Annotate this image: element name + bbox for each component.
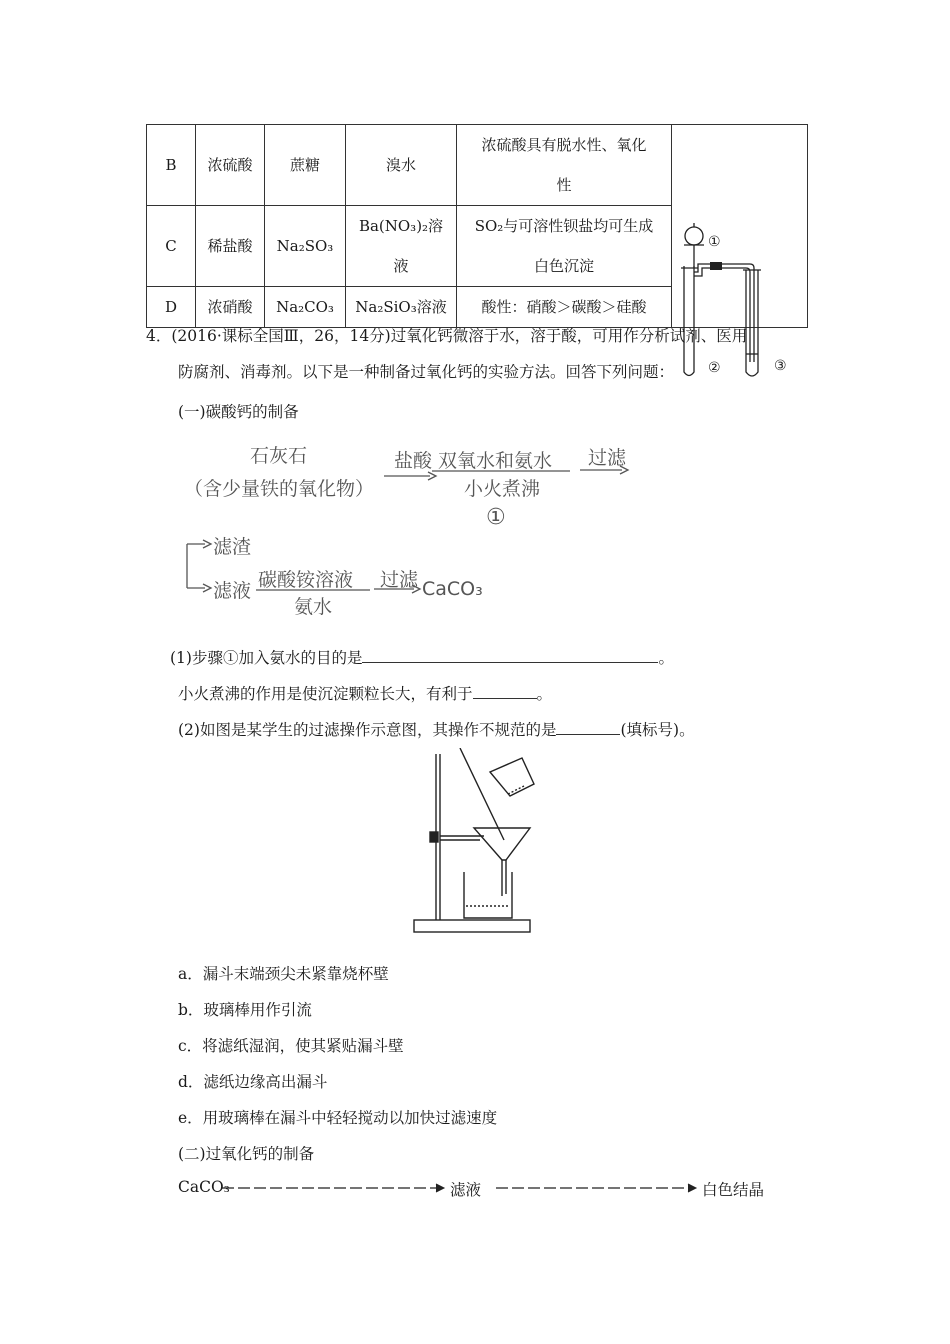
flow-arrow4-label: 过滤	[380, 569, 419, 591]
acid-cell: 稀盐酸	[196, 206, 265, 287]
filtration-diagram	[410, 748, 536, 938]
flow-arrow3-bottom: 氨水	[294, 596, 333, 618]
conclusion-cell	[457, 206, 672, 287]
question-intro-line: 4．(2016·课标全国Ⅲ，26，14分)过氧化钙微溶于水，溶于酸，可用作分析试剂、医用	[146, 327, 748, 345]
flow-product: CaCO₃	[422, 578, 483, 600]
option-e[interactable]: e．用玻璃棒在漏斗中轻轻搅动以加快过滤速度	[178, 1109, 498, 1127]
conclusion-line: 白色沉淀	[533, 257, 594, 275]
part2-end: 白色结晶	[702, 1181, 765, 1199]
answer-blank[interactable]	[556, 720, 620, 735]
answer-blank[interactable]	[473, 684, 537, 699]
part2-arrow1	[222, 1181, 446, 1195]
gas-apparatus-diagram	[672, 222, 802, 382]
flow-step-mark: ①	[486, 505, 506, 530]
option-d[interactable]: d．滤纸边缘高出漏斗	[178, 1073, 328, 1091]
flow-arrow3-top: 碳酸铵溶液	[258, 569, 354, 591]
conclusion-line: 性	[556, 176, 572, 194]
flow-branch-lines	[183, 532, 217, 596]
option-b[interactable]: b．玻璃棒用作引流	[178, 1001, 312, 1019]
reagent-cell	[346, 206, 457, 287]
flow-arrow1	[384, 470, 438, 482]
reagent-cell: Na₂SiO₃溶液	[346, 287, 457, 328]
option-c[interactable]: c．将滤纸湿润，使其紧贴漏斗壁	[178, 1037, 404, 1055]
flow-step-top: 双氧水和氨水	[438, 450, 553, 472]
flow-branch-filtrate: 滤液	[213, 580, 252, 602]
table-row	[147, 125, 808, 206]
flow-arrow1-label: 盐酸	[394, 450, 433, 472]
acid-cell: 浓硝酸	[196, 287, 265, 328]
solid-cell: Na₂CO₃	[265, 287, 346, 328]
part2-title: (二)过氧化钙的制备	[178, 1145, 315, 1163]
label-one: ①	[708, 234, 721, 250]
answer-blank[interactable]	[362, 648, 658, 663]
row-label: C	[147, 206, 196, 287]
part1-title: (一)碳酸钙的制备	[178, 403, 299, 421]
flow-start: 石灰石	[250, 445, 308, 467]
row-label: D	[147, 287, 196, 328]
label-two: ②	[708, 360, 721, 376]
solid-cell: Na₂SO₃	[265, 206, 346, 287]
q1-line1-end: 。	[658, 649, 674, 667]
q2-text: (2)如图是某学生的过滤操作示意图，其操作不规范的是	[178, 721, 557, 739]
flow-arrow2	[580, 464, 630, 476]
conclusion-cell: 酸性：硝酸＞碳酸＞硅酸	[457, 287, 672, 328]
reagent-line: 液	[393, 257, 409, 275]
acid-cell: 浓硫酸	[196, 125, 265, 206]
q1-line2-end: 。	[536, 685, 553, 703]
q1-line2-text: 小火煮沸的作用是使沉淀颗粒长大，有利于	[178, 685, 473, 703]
part2-start: CaCO₃	[178, 1178, 230, 1196]
q1-line1	[170, 646, 674, 668]
conclusion-cell	[457, 125, 672, 206]
flow-step-bottom: 小火煮沸	[464, 478, 541, 500]
flow-arrow2-label: 过滤	[588, 447, 627, 469]
conclusion-line: 浓硫酸具有脱水性、氧化	[481, 136, 647, 154]
part2-arrow2	[496, 1181, 698, 1195]
solid-cell: 蔗糖	[265, 125, 346, 206]
option-a[interactable]: a．漏斗末端颈尖未紧靠烧杯壁	[178, 965, 389, 983]
q2-line	[178, 718, 695, 740]
label-three: ③	[774, 358, 787, 374]
part2-middle: 滤液	[450, 1181, 482, 1199]
q1-line2	[178, 682, 552, 704]
reagent-cell: 溴水	[346, 125, 457, 206]
flow-start-note: （含少量铁的氧化物）	[184, 478, 375, 500]
flow-arrow4	[374, 583, 422, 595]
reagent-line: Ba(NO₃)₂溶	[358, 217, 444, 235]
flow-branch-residue: 滤渣	[213, 536, 252, 558]
q2-end: (填标号)。	[620, 721, 695, 739]
q1-line1-text: (1)步骤①加入氨水的目的是	[170, 649, 363, 667]
question-intro-line: 防腐剂、消毒剂。以下是一种制备过氧化钙的实验方法。回答下列问题：	[178, 363, 675, 381]
conclusion-line: SO₂与可溶性钡盐均可生成	[474, 217, 654, 235]
row-label: B	[147, 125, 196, 206]
